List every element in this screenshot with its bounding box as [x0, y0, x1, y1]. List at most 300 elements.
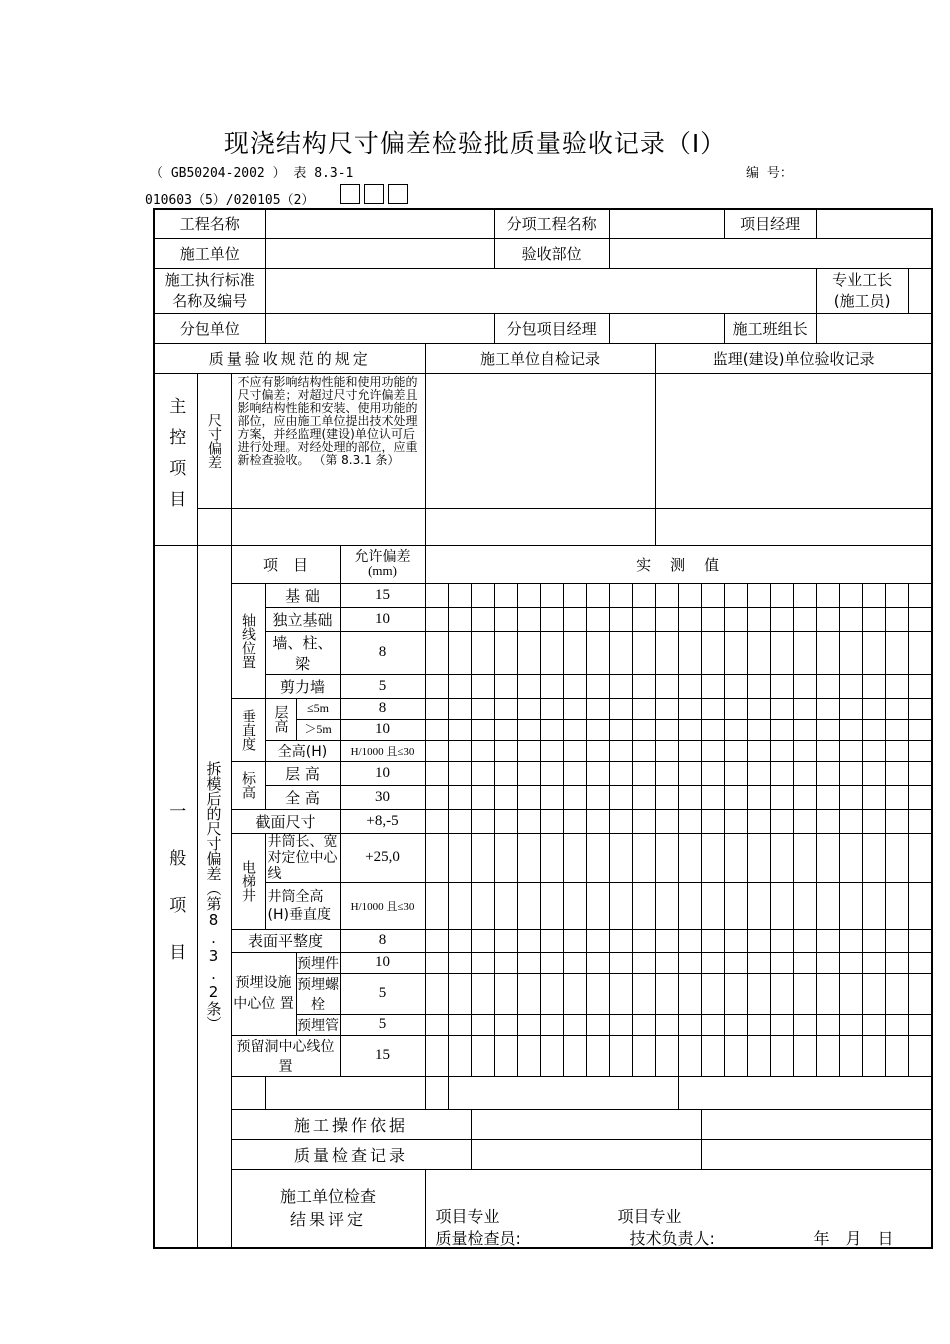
measured-value-cell[interactable]	[770, 1014, 793, 1035]
measured-value-cell[interactable]	[540, 952, 563, 973]
measured-value-cell[interactable]	[862, 973, 885, 1014]
measured-value-cell[interactable]	[862, 719, 885, 740]
measured-value-cell[interactable]	[908, 761, 932, 785]
measured-value-cell[interactable]	[862, 952, 885, 973]
measured-value-cell[interactable]	[540, 674, 563, 698]
measured-value-cell[interactable]	[862, 583, 885, 607]
measured-value-cell[interactable]	[609, 973, 632, 1014]
measured-value-cell[interactable]	[425, 1035, 448, 1076]
measured-value-cell[interactable]	[471, 761, 494, 785]
measured-value-cell[interactable]	[586, 1035, 609, 1076]
measured-value-cell[interactable]	[471, 1014, 494, 1035]
measured-value-cell[interactable]	[885, 583, 908, 607]
measured-value-cell[interactable]	[471, 952, 494, 973]
measured-value-cell[interactable]	[632, 631, 655, 674]
measured-value-cell[interactable]	[632, 973, 655, 1014]
measured-value-cell[interactable]	[862, 833, 885, 882]
measured-value-cell[interactable]	[885, 809, 908, 833]
measured-value-cell[interactable]	[816, 973, 839, 1014]
main-supervisor-field[interactable]	[655, 373, 932, 508]
measured-value-cell[interactable]	[540, 1014, 563, 1035]
measured-value-cell[interactable]	[816, 740, 839, 761]
basis-self-field[interactable]	[471, 1109, 701, 1139]
measured-value-cell[interactable]	[862, 761, 885, 785]
measured-value-cell[interactable]	[724, 761, 747, 785]
measured-value-cell[interactable]	[678, 674, 701, 698]
measured-value-cell[interactable]	[885, 607, 908, 631]
measured-value-cell[interactable]	[632, 761, 655, 785]
measured-value-cell[interactable]	[448, 1014, 471, 1035]
measured-value-cell[interactable]	[770, 719, 793, 740]
measured-value-cell[interactable]	[678, 607, 701, 631]
measured-value-cell[interactable]	[609, 785, 632, 809]
measured-value-cell[interactable]	[793, 698, 816, 719]
measured-value-cell[interactable]	[448, 607, 471, 631]
measured-value-cell[interactable]	[747, 719, 770, 740]
measured-value-cell[interactable]	[632, 952, 655, 973]
measured-value-cell[interactable]	[655, 1035, 678, 1076]
measured-value-cell[interactable]	[839, 882, 862, 929]
measured-value-cell[interactable]	[770, 583, 793, 607]
record-self-field[interactable]	[471, 1139, 701, 1169]
measured-value-cell[interactable]	[770, 698, 793, 719]
measured-value-cell[interactable]	[747, 698, 770, 719]
measured-value-cell[interactable]	[563, 973, 586, 1014]
measured-value-cell[interactable]	[908, 785, 932, 809]
measured-value-cell[interactable]	[540, 785, 563, 809]
measured-value-cell[interactable]	[839, 833, 862, 882]
measured-value-cell[interactable]	[839, 1035, 862, 1076]
measured-value-cell[interactable]	[540, 719, 563, 740]
measured-value-cell[interactable]	[471, 1035, 494, 1076]
measured-value-cell[interactable]	[425, 698, 448, 719]
measured-value-cell[interactable]	[540, 973, 563, 1014]
measured-value-cell[interactable]	[747, 1035, 770, 1076]
measured-value-cell[interactable]	[701, 607, 724, 631]
measured-value-cell[interactable]	[609, 740, 632, 761]
measured-value-cell[interactable]	[425, 761, 448, 785]
measured-value-cell[interactable]	[425, 674, 448, 698]
measured-value-cell[interactable]	[517, 631, 540, 674]
measured-value-cell[interactable]	[586, 833, 609, 882]
measured-value-cell[interactable]	[494, 785, 517, 809]
measured-value-cell[interactable]	[425, 631, 448, 674]
measured-value-cell[interactable]	[793, 631, 816, 674]
measured-value-cell[interactable]	[632, 1035, 655, 1076]
measured-value-cell[interactable]	[494, 1014, 517, 1035]
measured-value-cell[interactable]	[885, 952, 908, 973]
measured-value-cell[interactable]	[448, 973, 471, 1014]
measured-value-cell[interactable]	[517, 719, 540, 740]
measured-value-cell[interactable]	[517, 1014, 540, 1035]
measured-value-cell[interactable]	[563, 607, 586, 631]
measured-value-cell[interactable]	[816, 929, 839, 952]
measured-value-cell[interactable]	[701, 929, 724, 952]
measured-value-cell[interactable]	[701, 809, 724, 833]
measured-value-cell[interactable]	[678, 1014, 701, 1035]
measured-value-cell[interactable]	[816, 631, 839, 674]
measured-value-cell[interactable]	[816, 607, 839, 631]
measured-value-cell[interactable]	[908, 952, 932, 973]
measured-value-cell[interactable]	[862, 631, 885, 674]
measured-value-cell[interactable]	[655, 833, 678, 882]
measured-value-cell[interactable]	[655, 785, 678, 809]
measured-value-cell[interactable]	[747, 761, 770, 785]
measured-value-cell[interactable]	[770, 809, 793, 833]
measured-value-cell[interactable]	[908, 809, 932, 833]
measured-value-cell[interactable]	[908, 674, 932, 698]
measured-value-cell[interactable]	[885, 719, 908, 740]
measured-value-cell[interactable]	[816, 1014, 839, 1035]
measured-value-cell[interactable]	[563, 1014, 586, 1035]
measured-value-cell[interactable]	[747, 833, 770, 882]
measured-value-cell[interactable]	[471, 929, 494, 952]
measured-value-cell[interactable]	[724, 1035, 747, 1076]
measured-value-cell[interactable]	[448, 952, 471, 973]
measured-value-cell[interactable]	[586, 952, 609, 973]
measured-value-cell[interactable]	[908, 631, 932, 674]
measured-value-cell[interactable]	[494, 761, 517, 785]
measured-value-cell[interactable]	[839, 698, 862, 719]
measured-value-cell[interactable]	[632, 1014, 655, 1035]
measured-value-cell[interactable]	[839, 761, 862, 785]
measured-value-cell[interactable]	[563, 785, 586, 809]
measured-value-cell[interactable]	[678, 1035, 701, 1076]
measured-value-cell[interactable]	[678, 882, 701, 929]
measured-value-cell[interactable]	[425, 607, 448, 631]
measured-value-cell[interactable]	[908, 1035, 932, 1076]
measured-value-cell[interactable]	[908, 929, 932, 952]
measured-value-cell[interactable]	[632, 882, 655, 929]
measured-value-cell[interactable]	[448, 761, 471, 785]
measured-value-cell[interactable]	[448, 674, 471, 698]
measured-value-cell[interactable]	[908, 882, 932, 929]
measured-value-cell[interactable]	[471, 583, 494, 607]
measured-value-cell[interactable]	[540, 631, 563, 674]
measured-value-cell[interactable]	[632, 785, 655, 809]
measured-value-cell[interactable]	[540, 761, 563, 785]
measured-value-cell[interactable]	[655, 761, 678, 785]
measured-value-cell[interactable]	[793, 809, 816, 833]
measured-value-cell[interactable]	[793, 674, 816, 698]
measured-value-cell[interactable]	[540, 607, 563, 631]
measured-value-cell[interactable]	[632, 833, 655, 882]
measured-value-cell[interactable]	[701, 973, 724, 1014]
measured-value-cell[interactable]	[609, 1035, 632, 1076]
measured-value-cell[interactable]	[655, 882, 678, 929]
measured-value-cell[interactable]	[839, 809, 862, 833]
measured-value-cell[interactable]	[471, 719, 494, 740]
measured-value-cell[interactable]	[793, 1035, 816, 1076]
measured-value-cell[interactable]	[609, 761, 632, 785]
measured-value-cell[interactable]	[494, 674, 517, 698]
measured-value-cell[interactable]	[885, 698, 908, 719]
measured-value-cell[interactable]	[862, 1035, 885, 1076]
measured-value-cell[interactable]	[563, 929, 586, 952]
measured-value-cell[interactable]	[655, 674, 678, 698]
measured-value-cell[interactable]	[540, 583, 563, 607]
measured-value-cell[interactable]	[494, 698, 517, 719]
measured-value-cell[interactable]	[540, 833, 563, 882]
measured-value-cell[interactable]	[885, 882, 908, 929]
measured-value-cell[interactable]	[471, 674, 494, 698]
measured-value-cell[interactable]	[586, 929, 609, 952]
measured-value-cell[interactable]	[655, 719, 678, 740]
measured-value-cell[interactable]	[793, 761, 816, 785]
measured-value-cell[interactable]	[632, 809, 655, 833]
measured-value-cell[interactable]	[471, 740, 494, 761]
measured-value-cell[interactable]	[563, 882, 586, 929]
measured-value-cell[interactable]	[839, 973, 862, 1014]
measured-value-cell[interactable]	[586, 583, 609, 607]
measured-value-cell[interactable]	[563, 809, 586, 833]
measured-value-cell[interactable]	[793, 607, 816, 631]
measured-value-cell[interactable]	[494, 882, 517, 929]
measured-value-cell[interactable]	[425, 740, 448, 761]
measured-value-cell[interactable]	[724, 740, 747, 761]
measured-value-cell[interactable]	[678, 809, 701, 833]
measured-value-cell[interactable]	[425, 809, 448, 833]
measured-value-cell[interactable]	[609, 698, 632, 719]
measured-value-cell[interactable]	[517, 973, 540, 1014]
measured-value-cell[interactable]	[862, 929, 885, 952]
measured-value-cell[interactable]	[862, 740, 885, 761]
measured-value-cell[interactable]	[701, 631, 724, 674]
measured-value-cell[interactable]	[448, 1035, 471, 1076]
measured-value-cell[interactable]	[609, 882, 632, 929]
measured-value-cell[interactable]	[563, 952, 586, 973]
measured-value-cell[interactable]	[701, 583, 724, 607]
measured-value-cell[interactable]	[793, 952, 816, 973]
measured-value-cell[interactable]	[908, 973, 932, 1014]
measured-value-cell[interactable]	[425, 785, 448, 809]
measured-value-cell[interactable]	[425, 719, 448, 740]
measured-value-cell[interactable]	[885, 929, 908, 952]
measured-value-cell[interactable]	[540, 882, 563, 929]
measured-value-cell[interactable]	[816, 698, 839, 719]
measured-value-cell[interactable]	[586, 740, 609, 761]
measured-value-cell[interactable]	[862, 785, 885, 809]
measured-value-cell[interactable]	[885, 1035, 908, 1076]
measured-value-cell[interactable]	[724, 785, 747, 809]
measured-value-cell[interactable]	[494, 719, 517, 740]
measured-value-cell[interactable]	[908, 833, 932, 882]
measured-value-cell[interactable]	[448, 698, 471, 719]
measured-value-cell[interactable]	[747, 583, 770, 607]
measured-value-cell[interactable]	[632, 583, 655, 607]
measured-value-cell[interactable]	[494, 973, 517, 1014]
measured-value-cell[interactable]	[770, 785, 793, 809]
measured-value-cell[interactable]	[701, 674, 724, 698]
sub-pm-field[interactable]	[609, 313, 724, 343]
measured-value-cell[interactable]	[862, 882, 885, 929]
measured-value-cell[interactable]	[632, 674, 655, 698]
measured-value-cell[interactable]	[885, 1014, 908, 1035]
measured-value-cell[interactable]	[678, 631, 701, 674]
measured-value-cell[interactable]	[471, 785, 494, 809]
measured-value-cell[interactable]	[517, 952, 540, 973]
measured-value-cell[interactable]	[724, 674, 747, 698]
measured-value-cell[interactable]	[885, 761, 908, 785]
measured-value-cell[interactable]	[494, 607, 517, 631]
measured-value-cell[interactable]	[724, 583, 747, 607]
measured-value-cell[interactable]	[609, 1014, 632, 1035]
measured-value-cell[interactable]	[793, 583, 816, 607]
measured-value-cell[interactable]	[724, 973, 747, 1014]
blank-cell[interactable]	[425, 508, 655, 545]
measured-value-cell[interactable]	[471, 973, 494, 1014]
measured-value-cell[interactable]	[471, 833, 494, 882]
measured-value-cell[interactable]	[563, 761, 586, 785]
blank-cell[interactable]	[678, 1076, 932, 1109]
measured-value-cell[interactable]	[747, 882, 770, 929]
measured-value-cell[interactable]	[839, 719, 862, 740]
measured-value-cell[interactable]	[885, 631, 908, 674]
measured-value-cell[interactable]	[563, 698, 586, 719]
measured-value-cell[interactable]	[425, 882, 448, 929]
measured-value-cell[interactable]	[908, 583, 932, 607]
measured-value-cell[interactable]	[609, 674, 632, 698]
measured-value-cell[interactable]	[839, 929, 862, 952]
measured-value-cell[interactable]	[793, 1014, 816, 1035]
measured-value-cell[interactable]	[517, 809, 540, 833]
measured-value-cell[interactable]	[724, 833, 747, 882]
measured-value-cell[interactable]	[517, 607, 540, 631]
measured-value-cell[interactable]	[448, 882, 471, 929]
measured-value-cell[interactable]	[701, 952, 724, 973]
measured-value-cell[interactable]	[839, 583, 862, 607]
measured-value-cell[interactable]	[747, 607, 770, 631]
measured-value-cell[interactable]	[770, 973, 793, 1014]
measured-value-cell[interactable]	[678, 761, 701, 785]
measured-value-cell[interactable]	[586, 882, 609, 929]
measured-value-cell[interactable]	[563, 674, 586, 698]
measured-value-cell[interactable]	[494, 1035, 517, 1076]
code-box[interactable]	[364, 184, 384, 204]
measured-value-cell[interactable]	[448, 929, 471, 952]
acceptance-part-field[interactable]	[609, 238, 932, 268]
measured-value-cell[interactable]	[632, 929, 655, 952]
measured-value-cell[interactable]	[425, 583, 448, 607]
measured-value-cell[interactable]	[494, 952, 517, 973]
measured-value-cell[interactable]	[724, 631, 747, 674]
measured-value-cell[interactable]	[908, 607, 932, 631]
measured-value-cell[interactable]	[839, 674, 862, 698]
measured-value-cell[interactable]	[494, 929, 517, 952]
measured-value-cell[interactable]	[770, 740, 793, 761]
measured-value-cell[interactable]	[793, 785, 816, 809]
measured-value-cell[interactable]	[632, 740, 655, 761]
measured-value-cell[interactable]	[517, 785, 540, 809]
measured-value-cell[interactable]	[517, 583, 540, 607]
measured-value-cell[interactable]	[563, 1035, 586, 1076]
measured-value-cell[interactable]	[885, 785, 908, 809]
measured-value-cell[interactable]	[816, 785, 839, 809]
measured-value-cell[interactable]	[816, 833, 839, 882]
measured-value-cell[interactable]	[563, 719, 586, 740]
measured-value-cell[interactable]	[609, 833, 632, 882]
measured-value-cell[interactable]	[701, 1014, 724, 1035]
measured-value-cell[interactable]	[724, 698, 747, 719]
measured-value-cell[interactable]	[747, 973, 770, 1014]
measured-value-cell[interactable]	[724, 719, 747, 740]
measured-value-cell[interactable]	[586, 809, 609, 833]
measured-value-cell[interactable]	[586, 674, 609, 698]
measured-value-cell[interactable]	[816, 882, 839, 929]
measured-value-cell[interactable]	[448, 809, 471, 833]
measured-value-cell[interactable]	[724, 882, 747, 929]
measured-value-cell[interactable]	[448, 740, 471, 761]
measured-value-cell[interactable]	[839, 952, 862, 973]
measured-value-cell[interactable]	[563, 740, 586, 761]
measured-value-cell[interactable]	[701, 833, 724, 882]
subcontractor-field[interactable]	[265, 313, 494, 343]
measured-value-cell[interactable]	[678, 833, 701, 882]
measured-value-cell[interactable]	[540, 929, 563, 952]
measured-value-cell[interactable]	[517, 1035, 540, 1076]
measured-value-cell[interactable]	[471, 631, 494, 674]
measured-value-cell[interactable]	[609, 952, 632, 973]
measured-value-cell[interactable]	[839, 631, 862, 674]
measured-value-cell[interactable]	[770, 952, 793, 973]
measured-value-cell[interactable]	[770, 1035, 793, 1076]
measured-value-cell[interactable]	[724, 929, 747, 952]
measured-value-cell[interactable]	[862, 698, 885, 719]
measured-value-cell[interactable]	[816, 583, 839, 607]
measured-value-cell[interactable]	[609, 583, 632, 607]
measured-value-cell[interactable]	[425, 973, 448, 1014]
measured-value-cell[interactable]	[816, 761, 839, 785]
measured-value-cell[interactable]	[701, 698, 724, 719]
measured-value-cell[interactable]	[563, 833, 586, 882]
measured-value-cell[interactable]	[770, 631, 793, 674]
measured-value-cell[interactable]	[885, 674, 908, 698]
measured-value-cell[interactable]	[839, 785, 862, 809]
measured-value-cell[interactable]	[655, 740, 678, 761]
measured-value-cell[interactable]	[448, 631, 471, 674]
measured-value-cell[interactable]	[862, 607, 885, 631]
measured-value-cell[interactable]	[586, 719, 609, 740]
measured-value-cell[interactable]	[632, 607, 655, 631]
measured-value-cell[interactable]	[678, 785, 701, 809]
measured-value-cell[interactable]	[655, 607, 678, 631]
measured-value-cell[interactable]	[586, 785, 609, 809]
measured-value-cell[interactable]	[793, 973, 816, 1014]
measured-value-cell[interactable]	[816, 952, 839, 973]
measured-value-cell[interactable]	[655, 583, 678, 607]
measured-value-cell[interactable]	[678, 952, 701, 973]
measured-value-cell[interactable]	[540, 809, 563, 833]
measured-value-cell[interactable]	[425, 1014, 448, 1035]
measured-value-cell[interactable]	[885, 973, 908, 1014]
measured-value-cell[interactable]	[816, 1035, 839, 1076]
measured-value-cell[interactable]	[701, 740, 724, 761]
measured-value-cell[interactable]	[655, 952, 678, 973]
measured-value-cell[interactable]	[425, 952, 448, 973]
measured-value-cell[interactable]	[770, 674, 793, 698]
measured-value-cell[interactable]	[586, 698, 609, 719]
measured-value-cell[interactable]	[747, 1014, 770, 1035]
measured-value-cell[interactable]	[586, 1014, 609, 1035]
measured-value-cell[interactable]	[655, 973, 678, 1014]
measured-value-cell[interactable]	[609, 809, 632, 833]
measured-value-cell[interactable]	[885, 740, 908, 761]
measured-value-cell[interactable]	[563, 583, 586, 607]
measured-value-cell[interactable]	[448, 583, 471, 607]
measured-value-cell[interactable]	[517, 882, 540, 929]
measured-value-cell[interactable]	[586, 973, 609, 1014]
measured-value-cell[interactable]	[678, 929, 701, 952]
